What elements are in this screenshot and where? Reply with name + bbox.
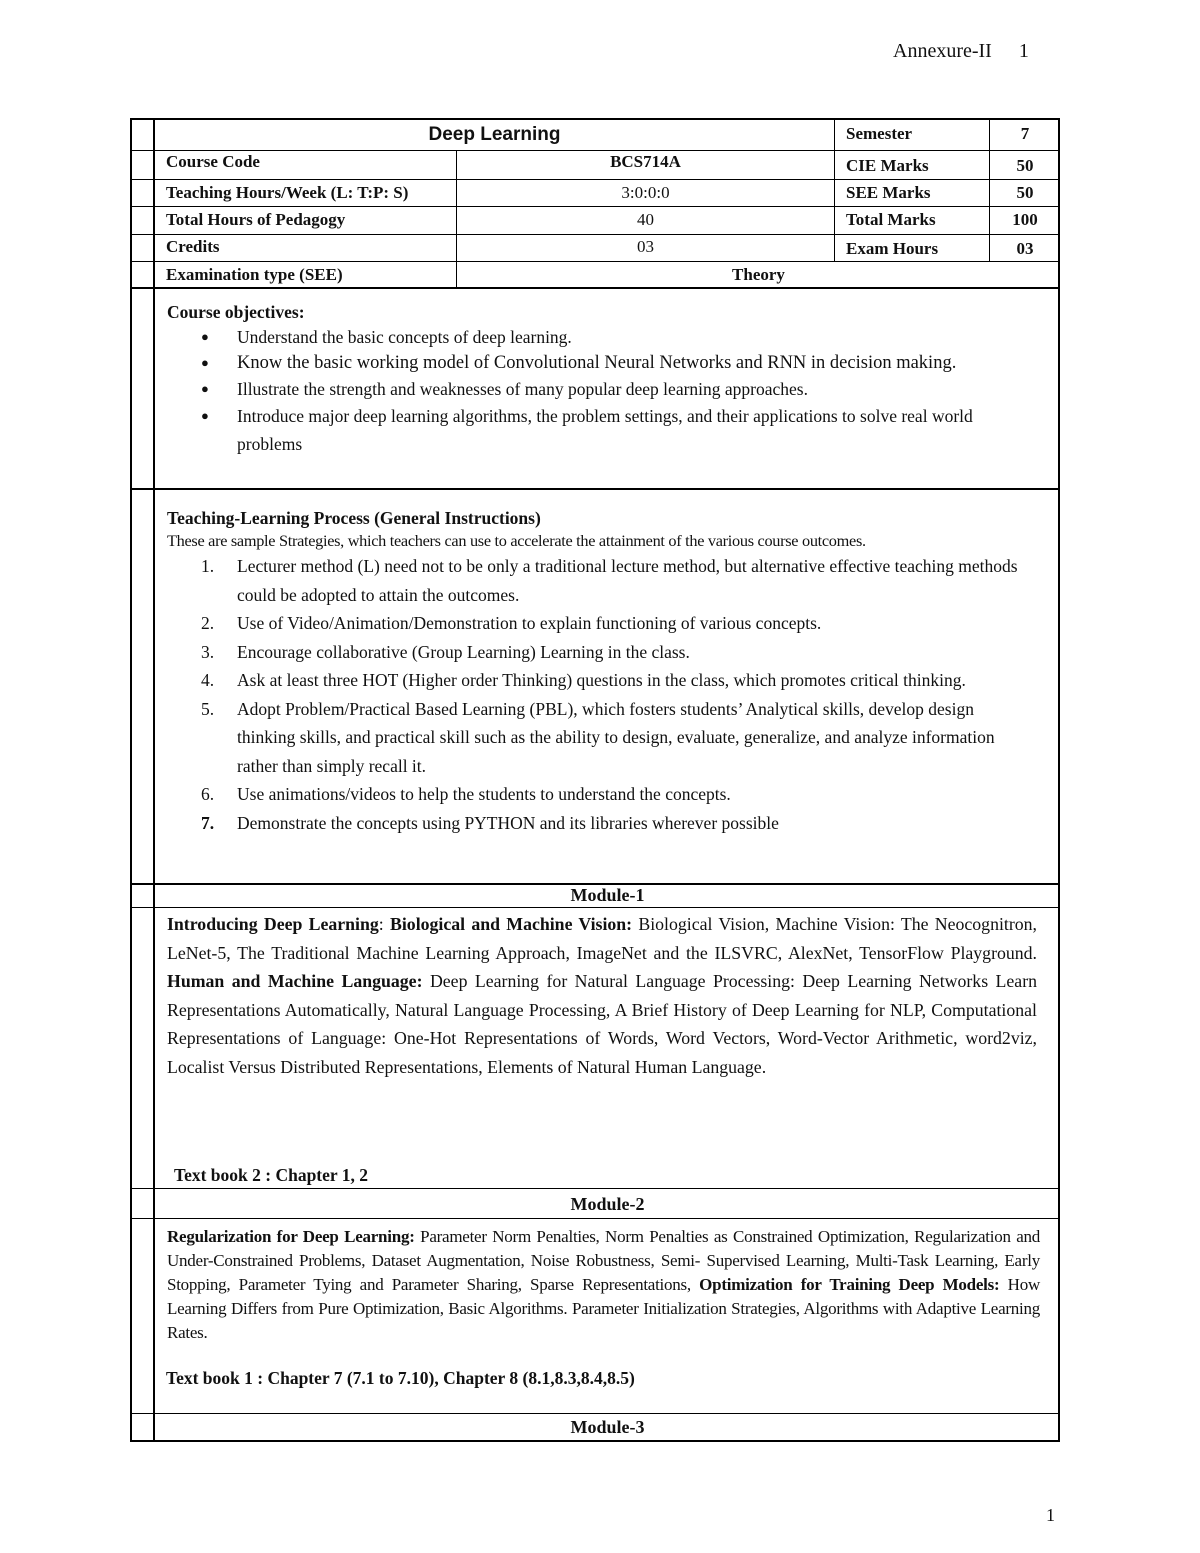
exam-type-label: Examination type (SEE) [166, 265, 343, 284]
row-rule [132, 150, 1058, 151]
pedagogy-hours-value: 40 [637, 210, 654, 229]
module-1-heading: Introducing Deep Learning [167, 914, 379, 934]
separator: : [378, 914, 390, 934]
cie-marks-value: 50 [1016, 156, 1034, 175]
item-text: Adopt Problem/Practical Based Learning (PBL), which fosters students’ Analytical skills, develop design thinking skills, and practical skill such as the ability to design, evaluate, generalize, and analyze information rather than simply recall it. [237, 698, 995, 776]
module-2-text: How Learning Differs from Pure Optimization, Basic Algorithms. Parameter Initialization Strategies, Algorithms with Adaptive Learning Rates. [167, 1275, 1040, 1342]
row-rule [132, 907, 1058, 908]
credits-label: Credits [166, 237, 220, 256]
objective-item: ● Know the basic working model of Convolutional Neural Networks and RNN in decision making. [167, 350, 1017, 376]
module-2-text: Parameter Norm Penalties, Norm Penalties as Constrained Optimization, Regularization and Under-Constrained Problems, Dataset Augmentation, Noise Robustness, Semi- Supervised Learning, Multi-Task Learning, Early Stopping, Parameter Tying and Parameter Sharing, Sparse Representations, [167, 1227, 1040, 1294]
semester-label: Semester [846, 124, 913, 143]
row-rule [132, 234, 1058, 235]
course-code-value: BCS714A [610, 152, 681, 171]
item-text: Use animations/videos to help the students to understand the concepts. [237, 784, 731, 804]
exam-hours-value: 03 [1016, 239, 1034, 258]
row-rule [132, 287, 1058, 289]
tlp-item [167, 695, 1027, 781]
row-rule [132, 179, 1058, 180]
item-number: 6. [201, 784, 215, 804]
cie-marks-label: CIE Marks [846, 156, 929, 175]
item-number: 7. [201, 812, 215, 833]
module-1-textbook: Text book 2 : Chapter 1, 2 [174, 1165, 368, 1185]
exam-hours-label: Exam Hours [846, 239, 939, 258]
item-text: Use of Video/Animation/Demonstration to explain functioning of various concepts. [237, 613, 822, 633]
objective-item: ● Understand the basic concepts of deep learning. [167, 324, 1017, 350]
item-number: 3. [201, 641, 215, 662]
item-text: Demonstrate the concepts using PYTHON and its libraries wherever possible [237, 812, 779, 833]
teaching-hours-value: 3:0:0:0 [621, 183, 670, 202]
row-rule [132, 488, 1058, 490]
row-rule [132, 1218, 1058, 1219]
course-objectives-section [167, 300, 1017, 458]
tlp-item [167, 780, 1027, 809]
module-1-content [167, 910, 1037, 1082]
module-2-content [167, 1225, 1040, 1345]
tlp-title: Teaching-Learning Process (General Instructions) [167, 508, 541, 528]
module-3-title: Module-3 [570, 1417, 645, 1437]
module-1-subheading: Biological and Machine Vision: [390, 914, 633, 934]
row-rule [132, 206, 1058, 207]
module-1-text: Biological Vision, Machine Vision: The Neocognitron, LeNet-5, The Traditional Machine Learning Approach, ImageNet and the ILSVRC, AlexNet, TensorFlow Playground. [167, 914, 1037, 963]
course-objectives-title: Course objectives: [167, 302, 305, 322]
tlp-item [167, 638, 1027, 667]
row-rule [132, 1188, 1058, 1189]
module-2-subheading: Optimization for Training Deep Models: [699, 1275, 1000, 1294]
credits-value: 03 [637, 237, 654, 256]
course-objectives-list [167, 324, 1017, 458]
item-number: 5. [201, 698, 215, 719]
item-text: Ask at least three HOT (Higher order Thinking) questions in the class, which promotes critical thinking. [237, 670, 966, 690]
course-table [130, 118, 1060, 1442]
item-number: 4. [201, 670, 215, 690]
teaching-hours-label: Teaching Hours/Week (L: T:P: S) [166, 183, 409, 202]
objective-item: ● Illustrate the strength and weaknesses of many popular deep learning approaches. [167, 376, 1017, 402]
left-gutter [153, 120, 155, 1440]
module-1-subheading: Human and Machine Language: [167, 971, 423, 992]
footer-page-number: 1 [1046, 1505, 1055, 1525]
item-text: Lecturer method (L) need not to be only a traditional lecture method, but alternative effective teaching methods could be adopted to attain the outcomes. [237, 556, 1018, 605]
tlp-list [167, 552, 1027, 837]
tlp-intro: These are sample Strategies, which teachers can use to accelerate the attainment of the various course outcomes. [167, 531, 866, 550]
course-title: Deep Learning [428, 124, 561, 145]
pedagogy-hours-label: Total Hours of Pedagogy [166, 210, 346, 229]
objective-item: ● Introduce major deep learning algorithms, the problem settings, and their applications to solve real world problems [167, 402, 1017, 458]
total-marks-value: 100 [1012, 210, 1038, 229]
total-marks-label: Total Marks [846, 210, 936, 229]
teaching-learning-section [167, 506, 1027, 837]
see-marks-value: 50 [1016, 183, 1034, 202]
row-rule [132, 261, 1058, 262]
tlp-item [167, 666, 1027, 695]
see-marks-label: SEE Marks [846, 183, 931, 202]
course-code-label: Course Code [166, 152, 260, 171]
item-number: 1. [201, 556, 215, 576]
annexure-label: Annexure-II [893, 40, 992, 62]
module-2-heading: Regularization for Deep Learning: [167, 1227, 415, 1246]
module-1-title: Module-1 [570, 885, 645, 905]
item-number: 2. [201, 613, 215, 633]
module-2-title: Module-2 [570, 1194, 645, 1214]
semester-value: 7 [1020, 124, 1030, 143]
tlp-item [167, 552, 1027, 609]
item-text: Encourage collaborative (Group Learning) Learning in the class. [237, 641, 690, 662]
row-rule [132, 1413, 1058, 1414]
module-2-textbook: Text book 1 : Chapter 7 (7.1 to 7.10), Chapter 8 (8.1,8.3,8.4,8.5) [166, 1368, 635, 1388]
tlp-item [167, 609, 1027, 638]
page-header [893, 40, 1029, 63]
module-1-text: Deep Learning for Natural Language Processing: Deep Learning Networks Learn Representations Automatically, Natural Language Processing, A Brief History of Deep Learning for NLP, Computational Representations of Language: One-Hot Representations of Words, Word Vectors, Word-Vector Arithmetic, word2viz, Localist Versus Distributed Representations, Elements of Natural Human Language. [167, 971, 1038, 1077]
tlp-item [167, 809, 1027, 838]
header-page-number: 1 [1018, 40, 1029, 62]
exam-type-value: Theory [732, 265, 785, 284]
column-rule [834, 120, 835, 262]
